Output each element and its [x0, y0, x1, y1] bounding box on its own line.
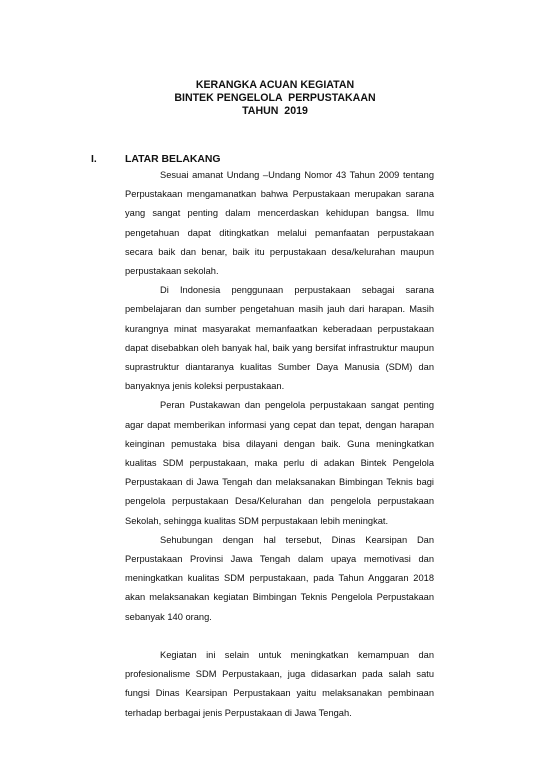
paragraph-3: Peran Pustakawan dan pengelola perpustakaan sangat penting agar dapat memberikan informasi yang cepat dan tepat, dengan harapan keinginan pemustaka bisa dilayani dengan baik. Guna meningkatkan kualitas SDM perpustakaan, maka perlu di adakan Bintek Pengelola Perpustakaan di Jawa Tengah dan melaksanakan Bimbingan Teknis bagi pengelola perpustakaan Desa/Kelurahan dan pengelola perpustakaan Sekolah, sehingga kualitas SDM perpustakaan lebih meningkat.: [125, 400, 434, 526]
section-body: [125, 166, 434, 723]
paragraph-1: Sesuai amanat Undang –Undang Nomor 43 Tahun 2009 tentang Perpustakaan mengamanatkan bahwa Perpustakaan merupakan sarana yang sangat penting dalam mencerdaskan kehidupan bangsa. Ilmu pengetahuan dapat ditingkatkan melalui pemanfaatan perpustakaan secara baik dan benar, baik itu perpustakaan desa/kelurahan maupun perpustakaan sekolah.: [125, 170, 434, 277]
title-line-2: BINTEK PENGELOLA PERPUSTAKAAN: [174, 92, 376, 104]
paragraph-4: Sehubungan dengan hal tersebut, Dinas Kearsipan Dan Perpustakaan Provinsi Jawa Tengah dalam upaya memotivasi dan meningkatkan kualitas SDM perpustakaan, pada Tahun Anggaran 2018 akan melaksanakan kegiatan Bimbingan Teknis Pengelola Perpustakaan sebanyak 140 orang.: [125, 534, 434, 622]
title-line-1: KERANGKA ACUAN KEGIATAN: [195, 79, 355, 91]
title-line-3: TAHUN 2019: [242, 105, 308, 117]
document-title: [0, 79, 550, 118]
section-heading: LATAR BELAKANG: [125, 154, 221, 165]
section-number: I.: [91, 154, 97, 165]
paragraph-5: Kegiatan ini selain untuk meningkatkan kemampuan dan profesionalisme SDM Perpustakaan, juga didasarkan pada salah satu fungsi Dinas Kearsipan Perpustakaan yaitu melaksanakan pembinaan terhadap berbagai jenis Perpustakaan di Jawa Tengah.: [125, 650, 434, 718]
paragraph-2: Di Indonesia penggunaan perpustakaan sebagai sarana pembelajaran dan sumber pengetahuan masih jauh dari harapan. Masih kurangnya minat masyarakat memanfaatkan keberadaan perpustakaan dapat disebabkan oleh banyak hal, baik yang bersifat infrastruktur maupun suprastruktur diantaranya kualitas Sumber Daya Manusia (SDM) dan banyaknya jenis koleksi perpustakaan.: [125, 285, 434, 392]
